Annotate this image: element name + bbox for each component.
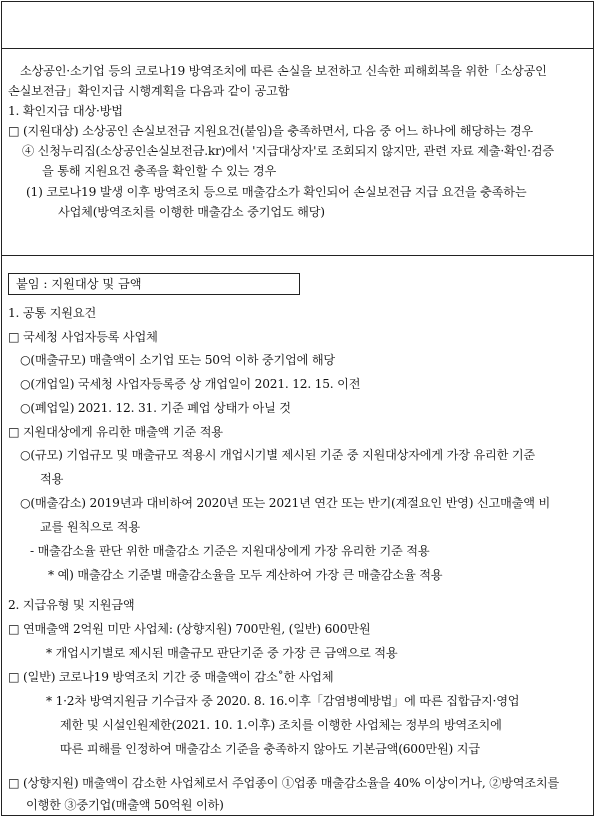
fav-drop-line-1: ○(매출감소) 2019년과 대비하여 2020년 또는 2021년 연간 또는 반기(계절요인 반영) 신고매출액 비 bbox=[20, 496, 551, 510]
reg-scale-line: ○(매출규모) 매출액이 소기업 또는 50억 이하 중기업에 해당 bbox=[20, 353, 335, 367]
fav-scale-line-1: ○(규모) 기업규모 및 매출규모 적용시 개업시기별 제시된 기준 중 지원대상자에게 가장 유리한 기준 bbox=[20, 448, 535, 462]
annual-note-line: * 개업시기별로 제시된 매출규모 판단기준 중 가장 큰 금액으로 적용 bbox=[46, 646, 398, 660]
registration-line: □ 국세청 사업자등록 사업체 bbox=[8, 330, 158, 344]
target-line: □ (지원대상) 소상공인 손실보전금 지원요건(붙임)을 충족하면서, 다음 중 어느 하나에 해당하는 경우 bbox=[8, 124, 533, 138]
intro-line-2: 손실보전금」확인지급 시행계획을 다음과 같이 공고함 bbox=[8, 84, 290, 98]
intro-line-1: 소상공인·소기업 등의 코로나19 방역조치에 따른 손실을 보전하고 신속한 피해회복을 위한「소상공인 bbox=[20, 64, 547, 78]
general-note-line-3: 따른 피해를 인정하여 매출감소 기준을 충족하지 않아도 기본금액(600만원) 지급 bbox=[60, 742, 480, 756]
item-4-line-1: ④ 신청누리집(소상공인손실보전금.kr)에서 '지급대상자'로 조회되지 않지만, 관련 자료 제출·확인·검증 bbox=[22, 144, 554, 158]
fav-dash-line: - 매출감소율 판단 위한 매출감소 기준은 지원대상에게 가장 유리한 기준 적용 bbox=[30, 544, 430, 558]
attachment-label-box bbox=[8, 273, 300, 295]
general-note-line-2: 제한 및 시설인원제한(2021. 10. 1.이후) 조치를 이행한 사업체는 정부의 방역조치에 bbox=[60, 718, 502, 732]
common-requirements-heading: 1. 공통 지원요건 bbox=[8, 306, 97, 320]
fav-scale-line-2: 적용 bbox=[40, 472, 64, 486]
section-1-heading: 1. 확인지급 대상·방법 bbox=[8, 104, 123, 118]
favorable-line: □ 지원대상에게 유리한 매출액 기준 적용 bbox=[8, 425, 223, 439]
upward-line-2: 이행한 ③중기업(매출액 50억원 이하) bbox=[26, 798, 224, 812]
reg-open-line: ○(개업일) 국세청 사업자등록증 상 개업일이 2021. 12. 15. 이전 bbox=[20, 377, 361, 391]
top-section-divider bbox=[1, 48, 594, 49]
reg-close-line: ○(폐업일) 2021. 12. 31. 기준 폐업 상태가 아닐 것 bbox=[20, 401, 291, 415]
item-4-line-2: 을 통해 지원요건 충족을 확인할 수 있는 경우 bbox=[42, 164, 277, 178]
general-line: □ (일반) 코로나19 방역조치 기간 중 매출액이 감소˚한 사업체 bbox=[8, 670, 334, 684]
annual-line: □ 연매출액 2억원 미만 사업체: (상향지원) 700만원, (일반) 600만원 bbox=[8, 622, 371, 636]
fav-note-line: * 예) 매출감소 기준별 매출감소율을 모두 계산하여 가장 큰 매출감소율 적용 bbox=[48, 568, 443, 582]
attachment-label: 붙임 : 지원대상 및 금액 bbox=[16, 277, 142, 291]
payment-types-heading: 2. 지급유형 및 지원금액 bbox=[8, 598, 135, 612]
middle-section-divider bbox=[1, 255, 594, 256]
general-note-line-1: * 1·2차 방역지원금 기수급자 중 2020. 8. 16.이후「감염병예방법」에 따른 집합금지·영업 bbox=[46, 694, 520, 708]
fav-drop-line-2: 교를 원칙으로 적용 bbox=[40, 520, 140, 534]
upward-line-1: □ (상향지원) 매출액이 감소한 사업체로서 주업종이 ①업종 매출감소율을 40% 이상이거나, ②방역조치를 bbox=[8, 776, 560, 790]
sub-1-line-2: 사업체(방역조치를 이행한 매출감소 중기업도 해당) bbox=[58, 205, 325, 219]
sub-1-line-1: (1) 코로나19 발생 이후 방역조치 등으로 매출감소가 확인되어 손실보전금 지급 요건을 충족하는 bbox=[26, 185, 527, 199]
